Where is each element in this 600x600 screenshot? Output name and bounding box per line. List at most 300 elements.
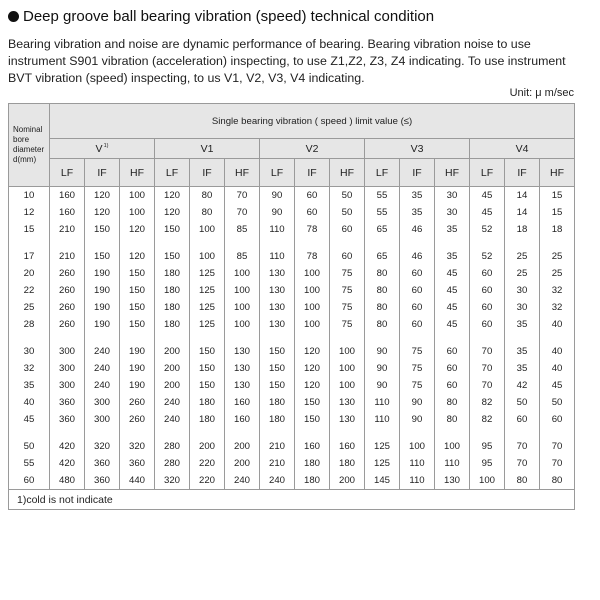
limit-value-cell: 60 xyxy=(470,299,505,316)
limit-value-cell: 240 xyxy=(260,472,295,490)
limit-value-cell: 90 xyxy=(365,377,400,394)
limit-value-cell: 150 xyxy=(260,343,295,360)
limit-value-cell: 130 xyxy=(260,265,295,282)
limit-value-cell: 52 xyxy=(470,248,505,265)
spacer-cell xyxy=(470,428,505,438)
limit-value-cell: 160 xyxy=(295,438,330,455)
table-row xyxy=(9,204,575,221)
limit-value-cell: 110 xyxy=(365,411,400,428)
bore-diameter-cell: 50 xyxy=(9,438,50,455)
limit-value-cell: 75 xyxy=(400,343,435,360)
limit-value-cell: 82 xyxy=(470,411,505,428)
bore-diameter-cell: 10 xyxy=(9,187,50,205)
limit-value-cell: 150 xyxy=(85,221,120,238)
nominal-header-line: diameter xyxy=(13,145,45,154)
limit-value-cell: 160 xyxy=(225,411,260,428)
limit-value-cell: 360 xyxy=(120,455,155,472)
limit-value-cell: 70 xyxy=(540,438,575,455)
limit-value-cell: 100 xyxy=(295,265,330,282)
limit-value-cell: 120 xyxy=(155,187,190,205)
limit-value-cell: 14 xyxy=(505,187,540,205)
limit-value-cell: 260 xyxy=(50,265,85,282)
limit-value-cell: 150 xyxy=(155,221,190,238)
table-row xyxy=(9,187,575,205)
limit-value-cell: 260 xyxy=(50,299,85,316)
limit-value-cell: 190 xyxy=(85,316,120,333)
table-row xyxy=(9,438,575,455)
limit-value-cell: 150 xyxy=(120,265,155,282)
limit-value-cell: 95 xyxy=(470,438,505,455)
spacer-cell xyxy=(85,333,120,343)
limit-value-cell: 200 xyxy=(155,377,190,394)
limit-value-cell: 150 xyxy=(120,282,155,299)
spacer-cell xyxy=(330,333,365,343)
bore-diameter-cell: 35 xyxy=(9,377,50,394)
limit-value-cell: 40 xyxy=(540,360,575,377)
limit-value-cell: 360 xyxy=(85,472,120,490)
limit-value-cell: 78 xyxy=(295,248,330,265)
limit-value-cell: 46 xyxy=(400,248,435,265)
section-title-text: Deep groove ball bearing vibration (speed) technical condition xyxy=(23,8,435,25)
spacer-cell xyxy=(295,333,330,343)
limit-value-cell: 120 xyxy=(85,204,120,221)
limit-value-cell: 180 xyxy=(155,316,190,333)
nominal-header-line: bore xyxy=(13,135,30,144)
limit-value-cell: 70 xyxy=(225,187,260,205)
limit-value-cell: 90 xyxy=(260,204,295,221)
limit-value-cell: 180 xyxy=(295,472,330,490)
grade-label: V2 xyxy=(305,142,319,155)
table-row xyxy=(9,394,575,411)
frequency-band-header: LF xyxy=(260,159,295,187)
limit-value-cell: 25 xyxy=(505,265,540,282)
limit-value-cell: 100 xyxy=(190,248,225,265)
limit-value-cell: 25 xyxy=(540,248,575,265)
limit-value-cell: 100 xyxy=(435,438,470,455)
limit-value-cell: 100 xyxy=(225,316,260,333)
frequency-band-header: IF xyxy=(400,159,435,187)
limit-value-cell: 120 xyxy=(155,204,190,221)
nominal-header-line: d(mm) xyxy=(13,155,37,164)
limit-value-cell: 46 xyxy=(400,221,435,238)
limit-value-cell: 480 xyxy=(50,472,85,490)
limit-value-cell: 280 xyxy=(155,455,190,472)
spacer-cell xyxy=(470,238,505,248)
limit-value-cell: 210 xyxy=(50,221,85,238)
limit-value-cell: 45 xyxy=(435,282,470,299)
limit-value-cell: 190 xyxy=(120,377,155,394)
limit-value-cell: 150 xyxy=(155,248,190,265)
nominal-header-line: Nominal xyxy=(13,125,43,134)
limit-value-cell: 190 xyxy=(85,265,120,282)
limit-value-cell: 90 xyxy=(400,411,435,428)
spacer-cell xyxy=(190,238,225,248)
limit-value-cell: 110 xyxy=(260,248,295,265)
limit-value-cell: 25 xyxy=(505,248,540,265)
section-title xyxy=(8,8,434,25)
limit-value-cell: 50 xyxy=(330,187,365,205)
limit-value-cell: 300 xyxy=(50,377,85,394)
limit-value-cell: 95 xyxy=(470,455,505,472)
bore-diameter-cell: 17 xyxy=(9,248,50,265)
limit-value-cell: 210 xyxy=(260,438,295,455)
limit-value-cell: 150 xyxy=(120,299,155,316)
limit-value-cell: 100 xyxy=(225,265,260,282)
spacer-cell xyxy=(50,428,85,438)
limit-value-cell: 30 xyxy=(435,187,470,205)
limit-value-cell: 125 xyxy=(190,316,225,333)
frequency-band-header: HF xyxy=(540,159,575,187)
limit-value-cell: 65 xyxy=(365,221,400,238)
limit-value-cell: 130 xyxy=(260,299,295,316)
spacer-cell xyxy=(540,428,575,438)
limit-value-cell: 75 xyxy=(330,299,365,316)
limit-value-cell: 130 xyxy=(330,411,365,428)
limit-value-cell: 70 xyxy=(470,343,505,360)
limit-value-cell: 160 xyxy=(50,204,85,221)
limit-value-cell: 85 xyxy=(225,221,260,238)
limit-value-cell: 125 xyxy=(365,455,400,472)
limit-value-cell: 14 xyxy=(505,204,540,221)
limit-value-cell: 160 xyxy=(50,187,85,205)
nominal-bore-header xyxy=(9,104,50,187)
limit-value-cell: 125 xyxy=(190,282,225,299)
limit-value-cell: 80 xyxy=(365,265,400,282)
limit-value-cell: 420 xyxy=(50,455,85,472)
limit-value-cell: 150 xyxy=(260,377,295,394)
limit-value-cell: 35 xyxy=(505,343,540,360)
spacer-cell xyxy=(505,238,540,248)
spacer-cell xyxy=(365,238,400,248)
limit-value-cell: 180 xyxy=(330,455,365,472)
limit-value-cell: 160 xyxy=(225,394,260,411)
spacer-cell xyxy=(435,238,470,248)
limit-value-cell: 70 xyxy=(505,455,540,472)
table-row xyxy=(9,299,575,316)
bore-diameter-cell: 15 xyxy=(9,221,50,238)
limit-value-cell: 80 xyxy=(505,472,540,490)
limit-value-cell: 110 xyxy=(260,221,295,238)
table-row xyxy=(9,472,575,490)
limit-value-cell: 75 xyxy=(330,265,365,282)
limit-value-cell: 60 xyxy=(470,316,505,333)
group-spacer-row xyxy=(9,428,575,438)
limit-value-cell: 180 xyxy=(260,394,295,411)
limit-value-cell: 50 xyxy=(330,204,365,221)
limit-value-cell: 85 xyxy=(225,248,260,265)
limit-value-cell: 80 xyxy=(435,394,470,411)
limit-value-cell: 90 xyxy=(400,394,435,411)
frequency-band-header: LF xyxy=(365,159,400,187)
limit-value-cell: 200 xyxy=(155,343,190,360)
limit-value-cell: 150 xyxy=(260,360,295,377)
spacer-cell xyxy=(295,428,330,438)
limit-value-cell: 100 xyxy=(120,187,155,205)
spacer-cell xyxy=(155,428,190,438)
table-row xyxy=(9,377,575,394)
limit-value-cell: 70 xyxy=(505,438,540,455)
limit-value-cell: 60 xyxy=(505,411,540,428)
bore-diameter-cell: 32 xyxy=(9,360,50,377)
spacer-cell xyxy=(400,428,435,438)
limit-value-cell: 75 xyxy=(400,377,435,394)
table-row xyxy=(9,316,575,333)
limit-value-cell: 60 xyxy=(470,282,505,299)
limit-value-cell: 45 xyxy=(435,265,470,282)
limit-value-cell: 260 xyxy=(50,316,85,333)
grade-header xyxy=(50,139,155,159)
limit-value-cell: 220 xyxy=(190,472,225,490)
limit-value-cell: 45 xyxy=(435,299,470,316)
limit-value-cell: 80 xyxy=(365,316,400,333)
limit-value-cell: 60 xyxy=(400,299,435,316)
limit-value-cell: 30 xyxy=(505,282,540,299)
limit-value-cell: 300 xyxy=(50,343,85,360)
limit-value-cell: 130 xyxy=(225,343,260,360)
limit-value-cell: 130 xyxy=(330,394,365,411)
limit-value-cell: 200 xyxy=(225,455,260,472)
limit-value-cell: 100 xyxy=(295,316,330,333)
limit-value-cell: 300 xyxy=(85,394,120,411)
limit-value-cell: 210 xyxy=(50,248,85,265)
limit-value-cell: 50 xyxy=(540,394,575,411)
table-row xyxy=(9,343,575,360)
limit-value-cell: 210 xyxy=(260,455,295,472)
limit-value-cell: 78 xyxy=(295,221,330,238)
limit-value-cell: 35 xyxy=(400,187,435,205)
grade-header xyxy=(260,139,365,159)
bore-diameter-cell: 20 xyxy=(9,265,50,282)
limit-value-cell: 65 xyxy=(365,248,400,265)
spacer-cell xyxy=(505,333,540,343)
limit-value-cell: 130 xyxy=(260,282,295,299)
limit-value-cell: 300 xyxy=(50,360,85,377)
limit-value-cell: 100 xyxy=(190,221,225,238)
limit-value-cell: 90 xyxy=(365,360,400,377)
limit-value-cell: 60 xyxy=(400,282,435,299)
limit-value-cell: 40 xyxy=(540,343,575,360)
bore-diameter-cell: 22 xyxy=(9,282,50,299)
limit-value-cell: 75 xyxy=(330,282,365,299)
grade-label: V4 xyxy=(515,142,529,155)
vibration-limit-table xyxy=(8,103,575,510)
limit-value-cell: 360 xyxy=(50,411,85,428)
limit-value-cell: 70 xyxy=(225,204,260,221)
frequency-band-header: HF xyxy=(120,159,155,187)
limit-value-cell: 200 xyxy=(330,472,365,490)
spacer-cell xyxy=(120,333,155,343)
limit-value-cell: 150 xyxy=(190,360,225,377)
limit-value-cell: 180 xyxy=(155,282,190,299)
limit-value-cell: 130 xyxy=(225,377,260,394)
limit-value-cell: 150 xyxy=(190,377,225,394)
table-row xyxy=(9,282,575,299)
limit-value-cell: 80 xyxy=(435,411,470,428)
table-row xyxy=(9,411,575,428)
grade-header xyxy=(365,139,470,159)
unit-label: Unit: μ m/sec xyxy=(509,87,574,99)
limit-value-cell: 150 xyxy=(295,394,330,411)
table-row xyxy=(9,265,575,282)
limit-value-cell: 70 xyxy=(540,455,575,472)
limit-value-cell: 180 xyxy=(155,299,190,316)
spacer-cell xyxy=(540,238,575,248)
frequency-band-header: HF xyxy=(330,159,365,187)
limit-value-cell: 300 xyxy=(85,411,120,428)
spacer-cell xyxy=(190,428,225,438)
limit-value-cell: 30 xyxy=(505,299,540,316)
table-row xyxy=(9,248,575,265)
spacer-cell xyxy=(120,238,155,248)
limit-value-cell: 32 xyxy=(540,282,575,299)
spacer-cell xyxy=(85,238,120,248)
bore-diameter-cell: 40 xyxy=(9,394,50,411)
limit-value-cell: 75 xyxy=(330,316,365,333)
bore-diameter-cell: 55 xyxy=(9,455,50,472)
limit-value-cell: 18 xyxy=(540,221,575,238)
limit-value-cell: 150 xyxy=(85,248,120,265)
spacer-cell xyxy=(225,333,260,343)
limit-value-cell: 60 xyxy=(400,265,435,282)
frequency-band-header: HF xyxy=(435,159,470,187)
spacer-cell xyxy=(50,333,85,343)
limit-value-header: Single bearing vibration ( speed ) limit value (≤) xyxy=(50,104,575,139)
limit-value-cell: 260 xyxy=(50,282,85,299)
limit-value-cell: 150 xyxy=(295,411,330,428)
grade-label: V xyxy=(95,142,103,155)
spacer-cell xyxy=(85,428,120,438)
limit-value-cell: 110 xyxy=(400,472,435,490)
limit-value-cell: 60 xyxy=(295,187,330,205)
limit-value-cell: 75 xyxy=(400,360,435,377)
frequency-band-header: IF xyxy=(505,159,540,187)
limit-value-cell: 120 xyxy=(295,343,330,360)
limit-value-cell: 200 xyxy=(225,438,260,455)
limit-value-cell: 45 xyxy=(470,204,505,221)
limit-value-cell: 100 xyxy=(295,299,330,316)
limit-value-cell: 190 xyxy=(85,299,120,316)
limit-value-cell: 100 xyxy=(225,282,260,299)
bore-diameter-cell: 28 xyxy=(9,316,50,333)
limit-value-cell: 32 xyxy=(540,299,575,316)
limit-value-cell: 60 xyxy=(540,411,575,428)
spacer-cell xyxy=(400,333,435,343)
limit-value-cell: 80 xyxy=(190,204,225,221)
limit-value-cell: 280 xyxy=(155,438,190,455)
spacer-cell xyxy=(50,238,85,248)
bore-diameter-cell: 30 xyxy=(9,343,50,360)
limit-value-cell: 52 xyxy=(470,221,505,238)
limit-value-cell: 120 xyxy=(120,221,155,238)
limit-value-cell: 100 xyxy=(120,204,155,221)
limit-value-cell: 100 xyxy=(400,438,435,455)
spacer-cell xyxy=(155,238,190,248)
limit-value-cell: 90 xyxy=(365,343,400,360)
limit-value-cell: 80 xyxy=(365,282,400,299)
limit-value-cell: 15 xyxy=(540,187,575,205)
limit-value-cell: 145 xyxy=(365,472,400,490)
limit-value-cell: 82 xyxy=(470,394,505,411)
limit-value-cell: 320 xyxy=(120,438,155,455)
bore-diameter-cell: 60 xyxy=(9,472,50,490)
spacer-cell xyxy=(155,333,190,343)
spacer-cell xyxy=(330,238,365,248)
limit-value-cell: 45 xyxy=(470,187,505,205)
limit-value-cell: 125 xyxy=(190,265,225,282)
frequency-band-header: HF xyxy=(225,159,260,187)
bore-diameter-cell: 12 xyxy=(9,204,50,221)
spacer-cell xyxy=(260,428,295,438)
spacer-cell xyxy=(330,428,365,438)
grade-label: V1 xyxy=(200,142,214,155)
spacer-cell xyxy=(365,428,400,438)
spacer-cell xyxy=(505,428,540,438)
limit-value-cell: 80 xyxy=(365,299,400,316)
table-row xyxy=(9,455,575,472)
limit-value-cell: 110 xyxy=(365,394,400,411)
spacer-cell xyxy=(400,238,435,248)
limit-value-cell: 70 xyxy=(470,377,505,394)
spacer-cell xyxy=(225,238,260,248)
footnote-marker: 1) xyxy=(103,143,109,149)
limit-value-cell: 190 xyxy=(85,282,120,299)
group-spacer-row xyxy=(9,238,575,248)
limit-value-cell: 100 xyxy=(330,377,365,394)
limit-value-cell: 320 xyxy=(85,438,120,455)
limit-value-cell: 60 xyxy=(435,360,470,377)
limit-value-cell: 260 xyxy=(120,394,155,411)
limit-value-cell: 120 xyxy=(295,360,330,377)
limit-value-cell: 70 xyxy=(470,360,505,377)
table-footnote: 1)cold is not indicate xyxy=(9,490,575,510)
limit-value-cell: 60 xyxy=(435,343,470,360)
limit-value-cell: 60 xyxy=(400,316,435,333)
spacer-cell xyxy=(435,333,470,343)
limit-value-cell: 35 xyxy=(505,316,540,333)
spacer-cell xyxy=(190,333,225,343)
limit-value-cell: 120 xyxy=(295,377,330,394)
limit-value-cell: 260 xyxy=(120,411,155,428)
limit-value-cell: 360 xyxy=(50,394,85,411)
limit-value-cell: 180 xyxy=(190,394,225,411)
bullet-icon xyxy=(8,11,19,22)
limit-value-cell: 200 xyxy=(155,360,190,377)
grade-header xyxy=(155,139,260,159)
limit-value-cell: 120 xyxy=(120,248,155,265)
frequency-band-header: IF xyxy=(190,159,225,187)
limit-value-cell: 100 xyxy=(330,343,365,360)
limit-value-cell: 200 xyxy=(190,438,225,455)
limit-value-cell: 130 xyxy=(225,360,260,377)
limit-value-cell: 100 xyxy=(470,472,505,490)
spacer-cell xyxy=(260,333,295,343)
limit-value-cell: 240 xyxy=(85,360,120,377)
bore-diameter-cell: 25 xyxy=(9,299,50,316)
limit-value-cell: 180 xyxy=(190,411,225,428)
limit-value-cell: 45 xyxy=(540,377,575,394)
limit-value-cell: 240 xyxy=(85,343,120,360)
limit-value-cell: 80 xyxy=(190,187,225,205)
limit-value-cell: 180 xyxy=(155,265,190,282)
limit-value-cell: 160 xyxy=(330,438,365,455)
bore-diameter-cell: 45 xyxy=(9,411,50,428)
limit-value-cell: 60 xyxy=(330,221,365,238)
limit-value-cell: 150 xyxy=(120,316,155,333)
spacer-cell xyxy=(120,428,155,438)
spacer-cell xyxy=(365,333,400,343)
limit-value-cell: 35 xyxy=(400,204,435,221)
limit-value-cell: 100 xyxy=(295,282,330,299)
